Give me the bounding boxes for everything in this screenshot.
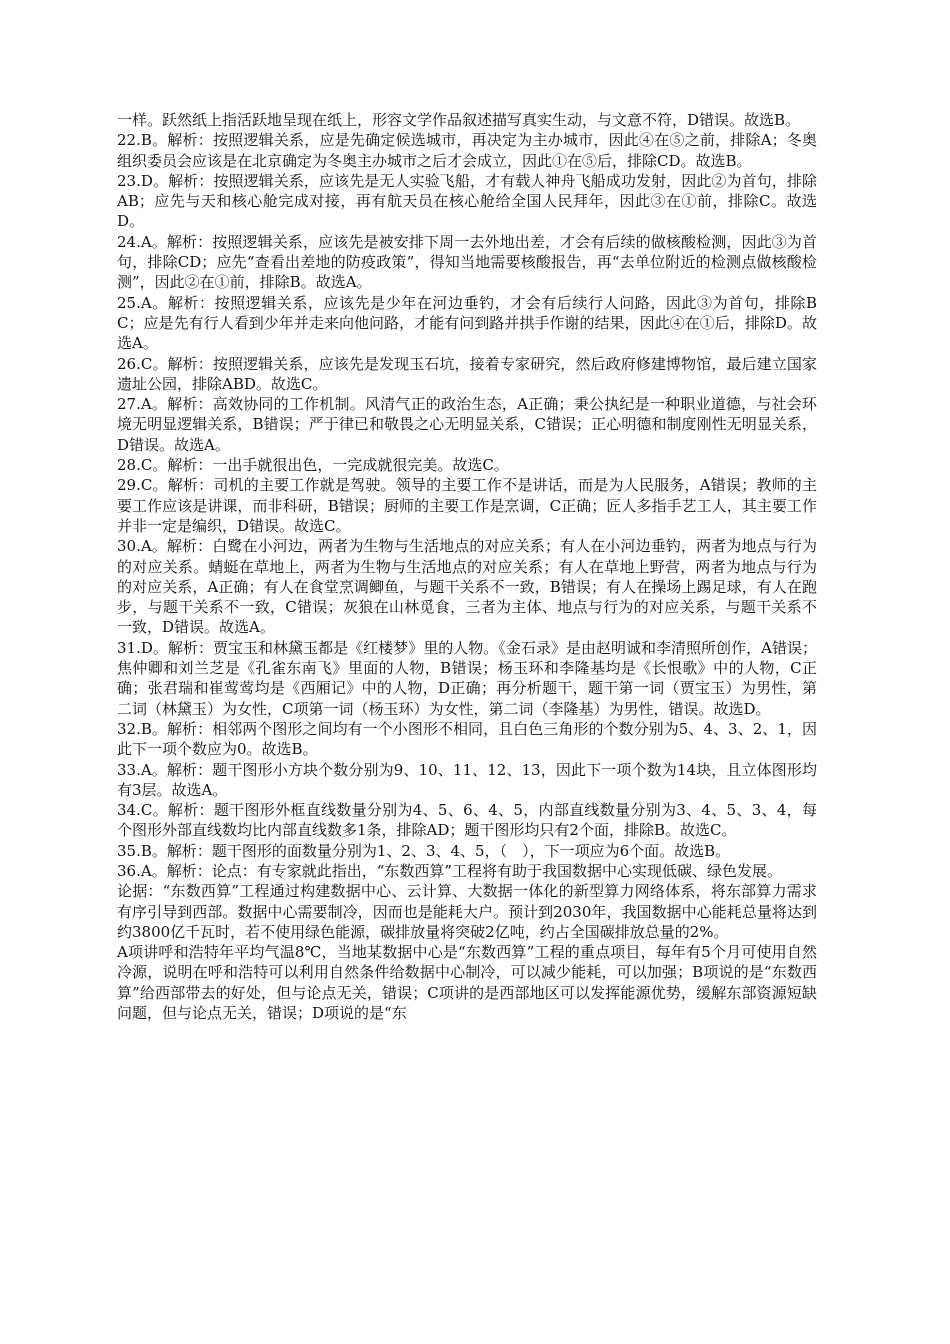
paragraph-answer-35: 35.B。解析：题干图形的面数量分别为1、2、3、4、5，（ ），下一项应为6个面。故选B。 bbox=[117, 841, 731, 860]
paragraph-answer-33: 33.A。解析：题干图形小方块个数分别为9、10、11、12、13，因此下一项个数为14块，且立体图形均有3层。故选A。 bbox=[117, 760, 817, 799]
paragraph-continuation-21: 一样。跃然纸上指活跃地呈现在纸上，形容文学作品叙述描写真实生动，与文意不符，D错误。故选B。 bbox=[117, 111, 801, 129]
paragraph-answer-27: 27.A。解析：高效协同的工作机制。风清气正的政治生态，A正确；秉公执纪是一种职业道德，与社会环境无明显逻辑关系，B错误；严于律已和敬畏之心无明显关系，C错误；正心明德和制度刚性无明显关系，D错误。故选A。 bbox=[117, 395, 817, 454]
paragraph-answer-24: 24.A。解析：按照逻辑关系，应该先是被安排下周一去外地出差，才会有后续的做核酸检测，因此③为首句，排除CD；应先“查看出差地的防疫政策”，得知当地需要核酸报告，再“去单位附近的检测点做核酸检测”，因此②在①前，排除B。故选A。 bbox=[117, 232, 817, 292]
paragraph-answer-31: 31.D。解析：贾宝玉和林黛玉都是《红楼梦》里的人物。《金石录》是由赵明诚和李清照所创作，A错误；焦仲卿和刘兰芝是《孔雀东南飞》里面的人物，B错误；杨玉环和李隆基均是《长恨歌》中的人物，C正确；张君瑞和崔莺莺均是《西厢记》中的人物，D正确；再分析题干，题干第一词（贾宝玉）为男性，第二词（林黛玉）为女性，C项第一词（杨玉环）为女性，第二词（李隆基）为男性，错误。故选D。 bbox=[117, 638, 817, 718]
paragraph-answer-36: 36.A。解析：论点：有专家就此指出，“东数西算”工程将有助于我国数据中心实现低碳、绿色发展。 bbox=[117, 861, 783, 880]
paragraph-answer-23: 23.D。解析：按照逻辑关系，应该先是无人实验飞船，才有载人神舟飞船成功发射，因此②为首句，排除AB；应先与天和核心舱完成对接，再有航天员在核心舱给全国人民拜年，因此③在①前，排除C。故选D。 bbox=[117, 171, 817, 231]
paragraph-option-analysis: A项讲呼和浩特年平均气温8℃，当地某数据中心是“东数西算”工程的重点项目，每年有5个月可使用自然冷源，说明在呼和浩特可以利用自然条件给数据中心制冷，可以减少能耗，可以加强；B项说的是“东数西算”给西部带去的好处，但与论点无关，错误；C项讲的是西部地区可以发挥能源优势，缓解东部资源短缺问题，但与论点无关，错误；D项说的是“东 bbox=[117, 943, 817, 1023]
paragraph-answer-30: 30.A。解析：白鹭在小河边，两者为生物与生活地点的对应关系；有人在小河边垂钓，两者为地点与行为的对应关系。蜻蜓在草地上，两者为生物与生活地点的对应关系；有人在草地上野营，两者为地点与行为的对应关系，A正确；有人在食堂烹调鲫鱼，与题干关系不一致，B错误；有人在操场上踢足球，有人在跑步，与题干关系不一致，C错误；灰狼在山林觅食，三者为主体、地点与行为的对应关系，与题干关系不一致，D错误。故选A。 bbox=[117, 537, 817, 637]
paragraph-answer-34: 34.C。解析：题干图形外框直线数量分别为4、5、6、4、5，内部直线数量分别为3、4、5、3、4，每个图形外部直线数均比内部直线数多1条，排除AD；题干图形均只有2个面，排除B。故选C。 bbox=[117, 801, 817, 840]
paragraph-answer-22: 22.B。解析：按照逻辑关系，应是先确定候选城市，再决定为主办城市，因此④在⑤之前，排除A；冬奥组织委员会应该是在北京确定为冬奥主办城市之后才会成立，因此①在⑤后，排除CD。故选B。 bbox=[117, 131, 817, 170]
paragraph-answer-29: 29.C。解析：司机的主要工作就是驾驶。领导的主要工作不是讲话，而是为人民服务，A错误；教师的主要工作应该是讲课，而非科研，B错误；厨师的主要工作是烹调，C正确；匠人多指手艺工人，其主要工作并非一定是编织，D错误。故选C。 bbox=[117, 476, 817, 535]
paragraph-answer-25: 25.A。解析：按照逻辑关系，应该先是少年在河边垂钓，才会有后续行人问路，因此③为首句，排除BC；应是先有行人看到少年并走来向他问路，才能有问到路并拱手作谢的结果，因此④在①后，排除D。故选A。 bbox=[117, 293, 817, 353]
answer-explanations-page bbox=[117, 110, 817, 1023]
paragraph-answer-28: 28.C。解析：一出手就很出色，一完成就很完美。故选C。 bbox=[117, 456, 509, 475]
paragraph-answer-32: 32.B。解析：相邻两个图形之间均有一个小图形不相同，且白色三角形的个数分别为5、4、3、2、1，因此下一项个数应为0。故选B。 bbox=[117, 719, 817, 759]
paragraph-argument-evidence: 论据：“东数西算”工程通过构建数据中心、云计算、大数据一体化的新型算力网络体系，将东部算力需求有序引导到西部。数据中心需要制冷，因而也是能耗大户。预计到2030年，我国数据中心能耗总量将达到约3800亿千瓦时，若不使用绿色能源，碳排放量将突破2亿吨，约占全国碳排放总量的2%。 bbox=[117, 882, 817, 941]
paragraph-answer-26: 26.C。解析：按照逻辑关系，应该先是发现玉石坑，接着专家研究，然后政府修建博物馆，最后建立国家遗址公园，排除ABD。故选C。 bbox=[117, 354, 817, 393]
